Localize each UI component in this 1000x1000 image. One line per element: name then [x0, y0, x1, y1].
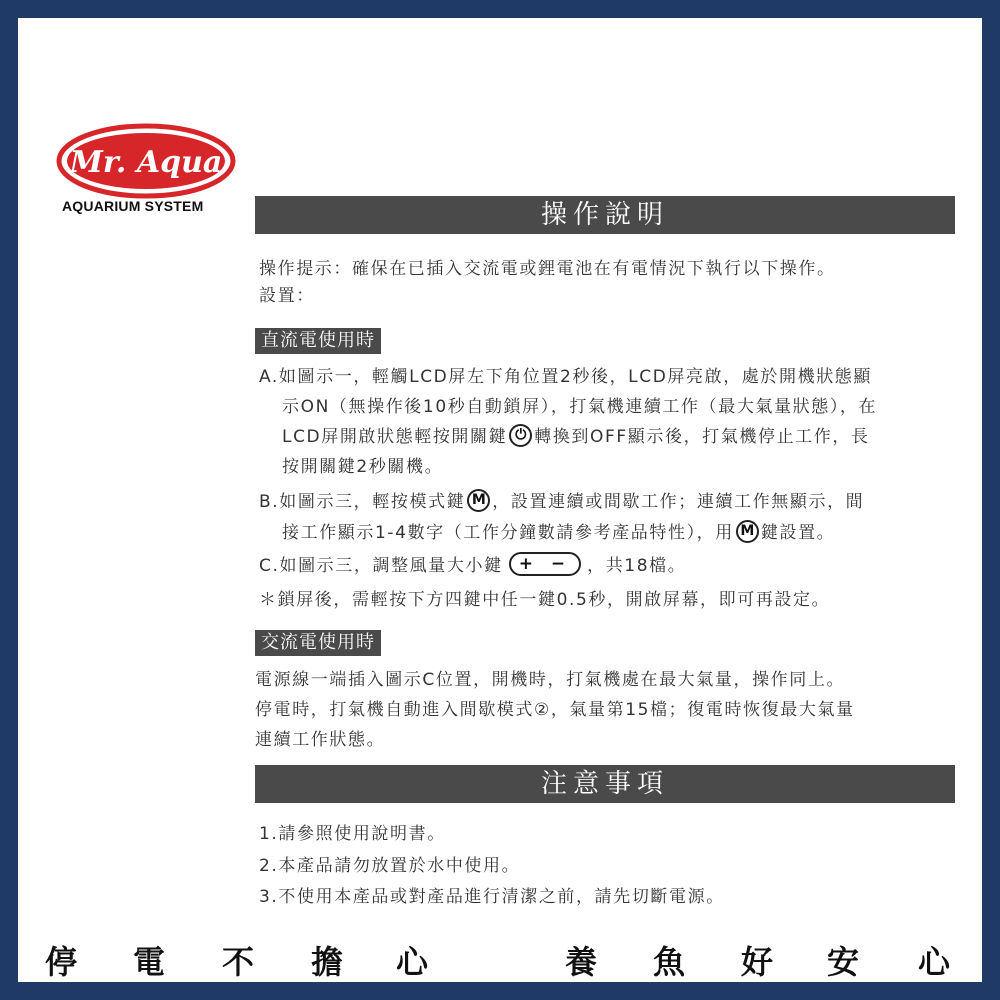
footer-slogan	[18, 942, 982, 982]
notice-item-3: 3.不使用本產品或對產品進行清潔之前，請先切斷電源。	[259, 887, 725, 907]
dc-b-line-2-pre: 接工作顯示1-4數字（工作分鐘數請參考產品特性），用	[282, 523, 734, 543]
slogan-char: 好	[741, 943, 774, 981]
dc-b-line-1	[259, 489, 864, 515]
intro-line-2: 設置：	[259, 286, 315, 306]
plus-minus-keys-icon: + −	[509, 552, 581, 576]
dc-a-line-3-post: 轉換到OFF顯示後，打氣機停止工作，長	[534, 427, 870, 447]
dc-a-line-4: 按開關鍵2秒關機。	[282, 457, 444, 477]
slogan-char: 電	[133, 943, 166, 981]
ac-section-label: 交流電使用時	[255, 630, 381, 656]
dc-c-line	[259, 553, 686, 579]
slogan-char: 心	[396, 943, 429, 981]
notice-item-1: 1.請參照使用說明書。	[259, 824, 446, 844]
ac-line-3: 連續工作狀態。	[255, 730, 386, 750]
slogan-char: 心	[918, 943, 951, 981]
dc-b-line-2	[282, 520, 835, 546]
dc-a-line-3	[282, 424, 870, 450]
dc-section-label: 直流電使用時	[255, 328, 381, 354]
intro-line-1: 操作提示：確保在已插入交流電或鋰電池在有電情況下執行以下操作。	[259, 259, 836, 279]
dc-c-pre: C.如圖示三，調整風量大小鍵	[259, 556, 503, 576]
power-icon: ⏻	[509, 424, 532, 447]
slogan-char: 不	[222, 943, 255, 981]
dc-a-line-1: A.如圖示一，輕觸LCD屏左下角位置2秒後，LCD屏亮啟，處於開機狀態顯	[259, 367, 873, 387]
mode-key-icon: M	[467, 489, 490, 512]
logo-brand-text: Mr. Aqua	[69, 145, 223, 180]
notice-item-2: 2.本產品請勿放置於水中使用。	[259, 856, 521, 876]
mr-aqua-logo	[56, 122, 236, 200]
ac-line-1: 電源線一端插入圖示C位置，開機時，打氣機處在最大氣量，操作同上。	[255, 670, 846, 690]
lock-screen-note: ＊鎖屏後，需輕按下方四鍵中任一鍵0.5秒，開啟屏幕，即可再設定。	[259, 590, 831, 610]
logo-subtitle: AQUARIUM SYSTEM	[62, 198, 204, 214]
slogan-char: 養	[565, 943, 598, 981]
dc-b-line-2-post: 鍵設置。	[760, 523, 836, 543]
slogan-char: 擔	[311, 943, 344, 981]
slogan-char: 魚	[653, 943, 686, 981]
slogan-char: 停	[45, 943, 78, 981]
slogan-char: 安	[827, 943, 860, 981]
ac-line-2: 停電時，打氣機自動進入間歇模式②，氣量第15檔；復電時恢復最大氣量	[255, 700, 855, 720]
operation-header: 操作說明	[255, 196, 955, 234]
dc-a-line-3-pre: LCD屏開啟狀態輕按開關鍵	[282, 427, 508, 447]
dc-c-post: ，共18檔。	[587, 556, 687, 576]
manual-page	[18, 18, 982, 982]
notice-header: 注意事項	[255, 765, 955, 803]
dc-b-line-1-pre: B.如圖示三，輕按模式鍵	[259, 492, 466, 512]
dc-b-line-1-post: ，設置連續或間歇工作；連續工作無顯示，間	[492, 492, 865, 512]
mode-key-icon-2: M	[736, 520, 759, 543]
dc-a-line-2: 示ON（無操作後10秒自動鎖屏），打氣機連續工作（最大氣量狀態），在	[282, 397, 878, 417]
